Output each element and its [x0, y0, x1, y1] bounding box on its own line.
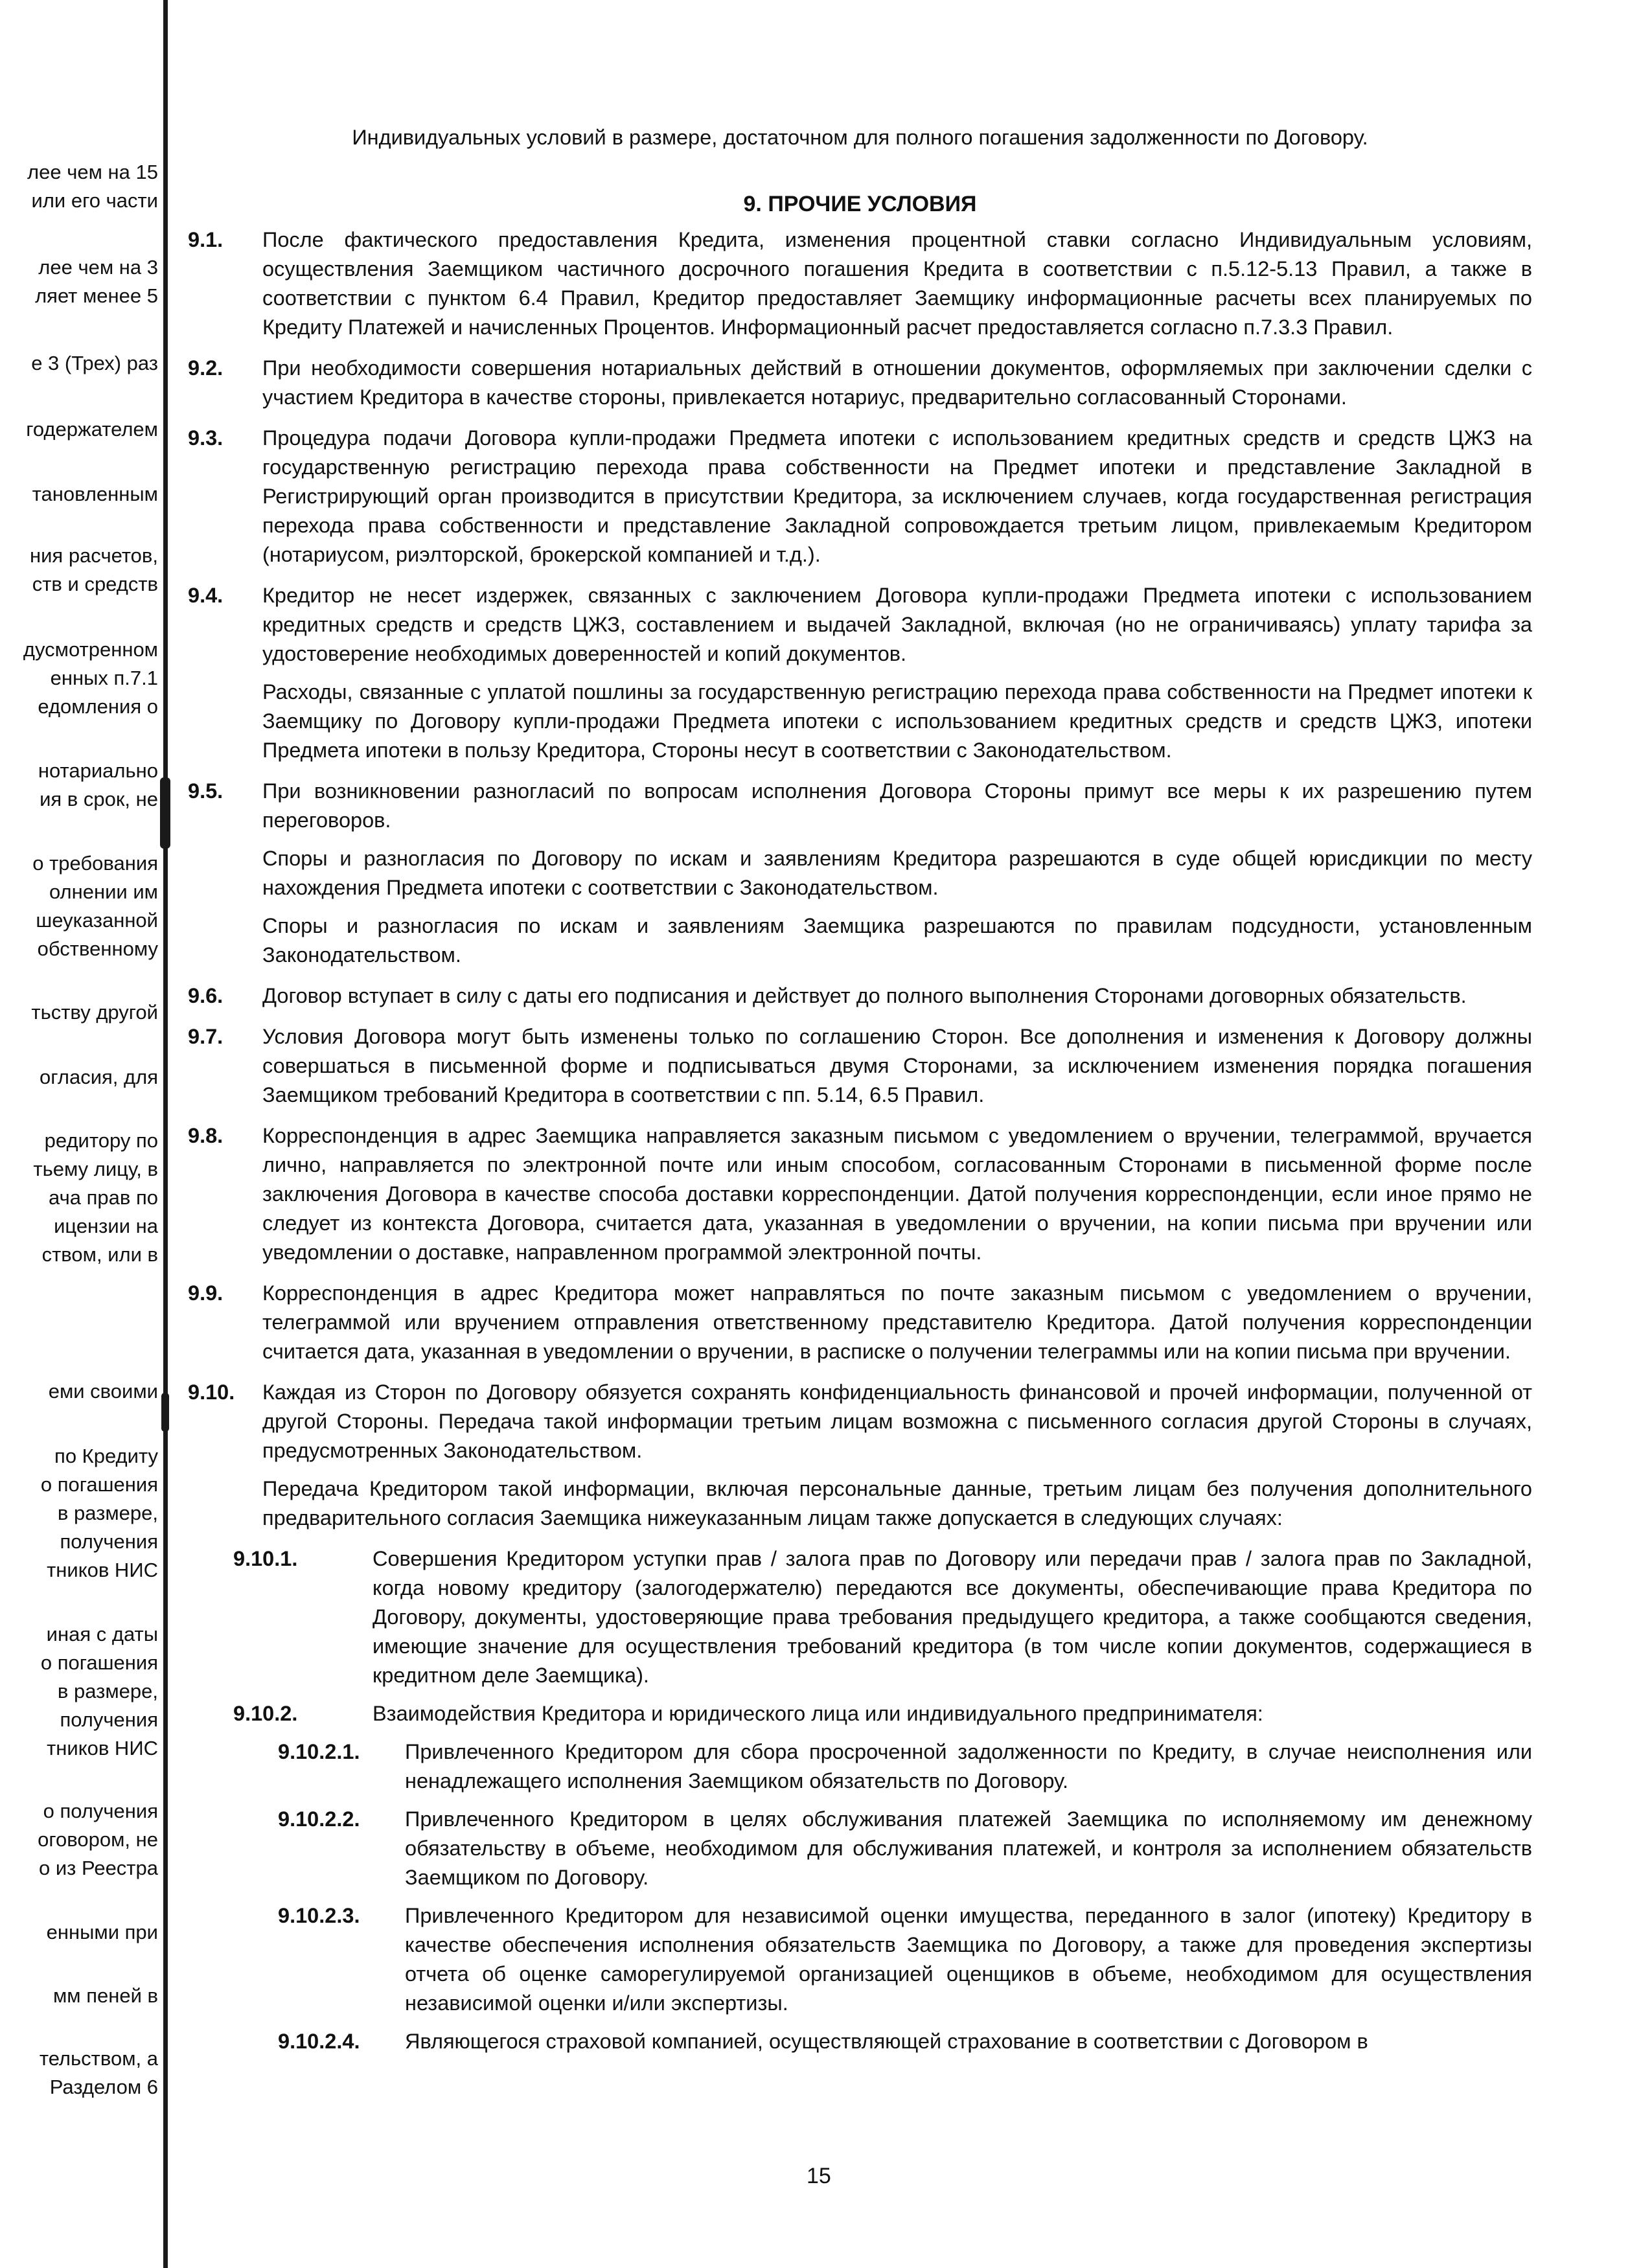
clause-9-7: [188, 1022, 1532, 1110]
clause-text: Корреспонденция в адрес Заемщика направляется заказным письмом с уведомлением о вручении, телеграммой, вручается лично, направляется по электронной почте или иным способом, согласованным Сторонами в письменной форме после заключения Договора в качестве способа доставки корреспонденции. Датой получения корреспонденции, если иное прямо не следует из контекста Договора, считается дата, указанная в уведомлении о вручении, на копии письма при вручении или уведомлении о доставке, направленном программой электронной почты.: [262, 1124, 1532, 1264]
fragment-line: иная с даты: [46, 1623, 158, 1645]
clause-text: Корреспонденция в адрес Кредитора может направляться по почте заказным письмом с уведомлением о вручении, телеграммой или вручением отправления ответственному представителю Кредитора. Датой получения корреспонденции считается дата, указанная в уведомлении о вручении, в расписке о получении телеграммы или на копии письма при вручении.: [262, 1281, 1532, 1363]
fragment-line: олнении им: [49, 880, 158, 903]
clause-9-10-1: [233, 1544, 1532, 1690]
clause-9-10: [188, 1378, 1532, 1533]
clause-text: Условия Договора могут быть изменены только по соглашению Сторон. Все дополнения и изменения к Договору должны совершаться в письменной форме и подписываться двумя Сторонами, за исключением изменения порядка погашения Заемщиком требований Кредитора в соответствии с пп. 5.14, 6.5 Правил.: [262, 1025, 1532, 1106]
clause-9-10-2-1: [278, 1737, 1532, 1796]
fragment-line: ия в срок, не: [40, 788, 158, 810]
clause-9-10-2-4: [278, 2027, 1532, 2056]
document-page: [188, 123, 1532, 2065]
fragment-line: в размере,: [57, 1680, 158, 1702]
clause-text: Споры и разногласия по искам и заявлениям Заемщика разрешаются по правилам подсудности, установленным Законодательством.: [262, 914, 1532, 967]
clause-text: При необходимости совершения нотариальных действий в отношении документов, оформляемых при заключении сделки с участием Кредитора в качестве стороны, привлекается нотариус, предварительно согласованный Сторонами.: [262, 356, 1532, 409]
fragment-line: нотариально: [38, 759, 158, 782]
fragment-line: лее чем на 15: [27, 161, 158, 183]
clause-9-1: [188, 225, 1532, 342]
page-number: 15: [807, 2164, 831, 2188]
fragment-line: о погашения: [40, 1473, 158, 1496]
fragment-line: е 3 (Трех) раз: [31, 352, 158, 374]
clause-text: Привлеченного Кредитором для независимой оценки имущества, переданного в залог (ипотеку) Кредитору в качестве обеспечения исполнения обязательств Заемщика по Договору, а также для проведения экспертизы отчета об оценке саморегулируемой организацией оценщиков в объеме, необходимом для осуществления независимой оценки и/или экспертизы.: [405, 1904, 1532, 2015]
fragment-line: ств и средств: [32, 573, 158, 595]
fragment-line: в размере,: [57, 1502, 158, 1524]
clause-number: 9.4.: [188, 584, 224, 607]
fragment-line: обственному: [37, 937, 158, 960]
fragment-line: получения: [60, 1530, 158, 1553]
fragment-line: тановленным: [32, 483, 158, 505]
fragment-line: шеуказанной: [36, 909, 158, 932]
fragment-line: енных п.7.1: [50, 667, 158, 689]
clause-text: Споры и разногласия по Договору по искам и заявлениям Кредитора разрешаются в суде общей юрисдикции по месту нахождения Предмета ипотеки с соответствии с Законодательством.: [262, 847, 1532, 899]
scan-smudge: [160, 777, 170, 849]
clause-text: Взаимодействия Кредитора и юридического лица или индивидуального предпринимателя:: [373, 1702, 1263, 1725]
clause-number: 9.3.: [188, 426, 224, 450]
fragment-line: тников НИС: [47, 1559, 158, 1581]
section-title: 9. ПРОЧИЕ УСЛОВИЯ: [743, 192, 977, 216]
clause-9-10-2-2: [278, 1805, 1532, 1892]
clause-number: 9.10.: [188, 1380, 235, 1404]
fragment-line: о из Реестра: [39, 1857, 158, 1879]
fragment-line: дусмотренном: [23, 638, 158, 661]
clause-number: 9.7.: [188, 1025, 224, 1048]
fragment-line: тьству другой: [31, 1001, 158, 1024]
clause-number: 9.8.: [188, 1124, 224, 1147]
clause-number: 9.5.: [188, 779, 224, 803]
clause-9-10-2-3: [278, 1901, 1532, 2018]
clause-number: 9.10.1.: [233, 1547, 298, 1570]
fragment-line: получения: [60, 1708, 158, 1731]
fragment-line: тельством, а: [39, 2047, 158, 2070]
clause-number: 9.10.2.1.: [278, 1740, 360, 1763]
clause-text: Каждая из Сторон по Договору обязуется сохранять конфиденциальность финансовой и прочей информации, полученной от другой Стороны. Передача такой информации третьим лицам возможна с письменного согласия другой Стороны в случаях, предусмотренных Законодательством.: [262, 1380, 1532, 1462]
fragment-line: ством, или в: [41, 1243, 158, 1266]
fragment-line: мм пеней в: [52, 1984, 158, 2007]
scan-smudge: [161, 1393, 169, 1432]
clause-number: 9.6.: [188, 984, 224, 1007]
clause-text: Передача Кредитором такой информации, включая персональные данные, третьим лицам без получения дополнительного предварительного согласия Заемщика нижеуказанным лицам также допускается в следующих случаях:: [262, 1477, 1532, 1529]
fragment-line: о погашения: [40, 1651, 158, 1674]
fragment-line: огласия, для: [40, 1066, 158, 1088]
fragment-line: едомления о: [38, 695, 158, 718]
fragment-line: по Кредиту: [54, 1445, 158, 1467]
clause-text: Расходы, связанные с уплатой пошлины за государственную регистрацию перехода права собственности на Предмет ипотеки к Заемщику по Договору купли-продажи Предмета ипотеки с использованием кредитных средств и средств ЦЖЗ, ипотеки Предмета ипотеки в пользу Кредитора, Стороны несут в соответствии с Законодательством.: [262, 680, 1532, 762]
fragment-line: тьему лицу, в: [33, 1158, 158, 1180]
fragment-line: лее чем на 3: [38, 256, 158, 279]
clause-text: Привлеченного Кредитором для сбора просроченной задолженности по Кредиту, в случае неисполнения или ненадлежащего исполнения Заемщиком обязательств по Договору.: [405, 1740, 1532, 1793]
fragment-line: о получения: [43, 1800, 158, 1822]
clause-9-8: [188, 1121, 1532, 1267]
clause-number: 9.2.: [188, 356, 224, 380]
clause-9-10-2: [233, 1699, 1532, 1728]
clause-text: Кредитор не несет издержек, связанных с заключением Договора купли-продажи Предмета ипотеки с использованием кредитных средств и средств ЦЖЗ, составлением и выдачей Закладной, включая (но не ограничиваясь) уплату тарифа за удостоверение необходимых доверенностей и копий документов.: [262, 584, 1532, 665]
clause-9-6: [188, 981, 1532, 1011]
fragment-line: енными при: [46, 1921, 158, 1943]
fragment-line: ляет менее 5: [35, 284, 158, 307]
clause-number: 9.10.2.3.: [278, 1904, 360, 1927]
fragment-line: о требования: [32, 852, 158, 875]
clause-number: 9.10.2.4.: [278, 2030, 360, 2053]
fragment-line: ицензии на: [54, 1215, 158, 1237]
clause-number: 9.10.2.2.: [278, 1807, 360, 1831]
clause-text: При возникновении разногласий по вопросам исполнения Договора Стороны примут все меры к их разрешению путем переговоров.: [262, 779, 1532, 832]
fragment-line: оговором, не: [38, 1828, 158, 1851]
fragment-line: годержателем: [26, 418, 158, 441]
page-gutter-line: [163, 0, 168, 2268]
clause-9-5: [188, 777, 1532, 970]
clause-number: 9.10.2.: [233, 1702, 298, 1725]
clause-number: 9.9.: [188, 1281, 224, 1305]
fragment-line: Разделом 6: [49, 2076, 158, 2098]
clause-text: Процедура подачи Договора купли-продажи Предмета ипотеки с использованием кредитных средств и средств ЦЖЗ на государственную регистрацию перехода права собственности на Предмет ипотеки и представление Закладной в Регистрирующий орган производится в присутствии Кредитора, за исключением случаев, когда государственная регистрация перехода права собственности и представление Закладной сопровождается третьим лицом, привлекаемым Кредитором (нотариусом, риэлторской, брокерской компанией и т.д.).: [262, 426, 1532, 566]
fragment-line: ача прав по: [49, 1186, 158, 1209]
clause-text: Совершения Кредитором уступки прав / залога прав по Договору или передачи прав / залога прав по Закладной, когда новому кредитору (залогодержателю) передаются все документы, обеспечивающие права Кредитора по Договору, документы, удостоверяющие права требования предыдущего кредитора, а также сообщаются сведения, имеющие значение для осуществления требований кредитора (в том числе копии документов, содержащиеся в кредитном деле Заемщика).: [373, 1547, 1532, 1687]
clause-9-9: [188, 1279, 1532, 1366]
previous-page-fragment: [0, 0, 163, 2268]
clause-9-4: [188, 581, 1532, 765]
clause-text: После фактического предоставления Кредита, изменения процентной ставки согласно Индивидуальным условиям, осуществления Заемщиком частичного досрочного погашения Кредита в соответствии с п.5.12-5.13 Правил, а также в соответствии с пунктом 6.4 Правил, Кредитор предоставляет Заемщику информационные расчеты всех планируемых по Кредиту Платежей и начисленных Процентов. Информационный расчет предоставляется согласно п.7.3.3 Правил.: [262, 228, 1532, 339]
clause-9-2: [188, 354, 1532, 412]
fragment-line: или его части: [31, 189, 158, 212]
fragment-line: ния расчетов,: [29, 544, 158, 567]
fragment-line: тников НИС: [47, 1737, 158, 1759]
clause-number: 9.1.: [188, 228, 224, 251]
lead-paragraph: Индивидуальных условий в размере, достаточном для полного погашения задолженности по Договору.: [352, 126, 1368, 149]
clause-text: Привлеченного Кредитором в целях обслуживания платежей Заемщика по исполняемому им денежному обязательству в объеме, необходимом для обслуживания платежей, и контроля за исполнением обязательств Заемщиком по Договору.: [405, 1807, 1532, 1889]
clause-9-3: [188, 424, 1532, 569]
clause-text: Являющегося страховой компанией, осуществляющей страхование в соответствии с Договором в: [405, 2030, 1368, 2053]
fragment-line: еми своими: [48, 1380, 158, 1403]
clause-text: Договор вступает в силу с даты его подписания и действует до полного выполнения Сторонами договорных обязательств.: [262, 984, 1467, 1007]
fragment-line: редитору по: [44, 1129, 158, 1152]
